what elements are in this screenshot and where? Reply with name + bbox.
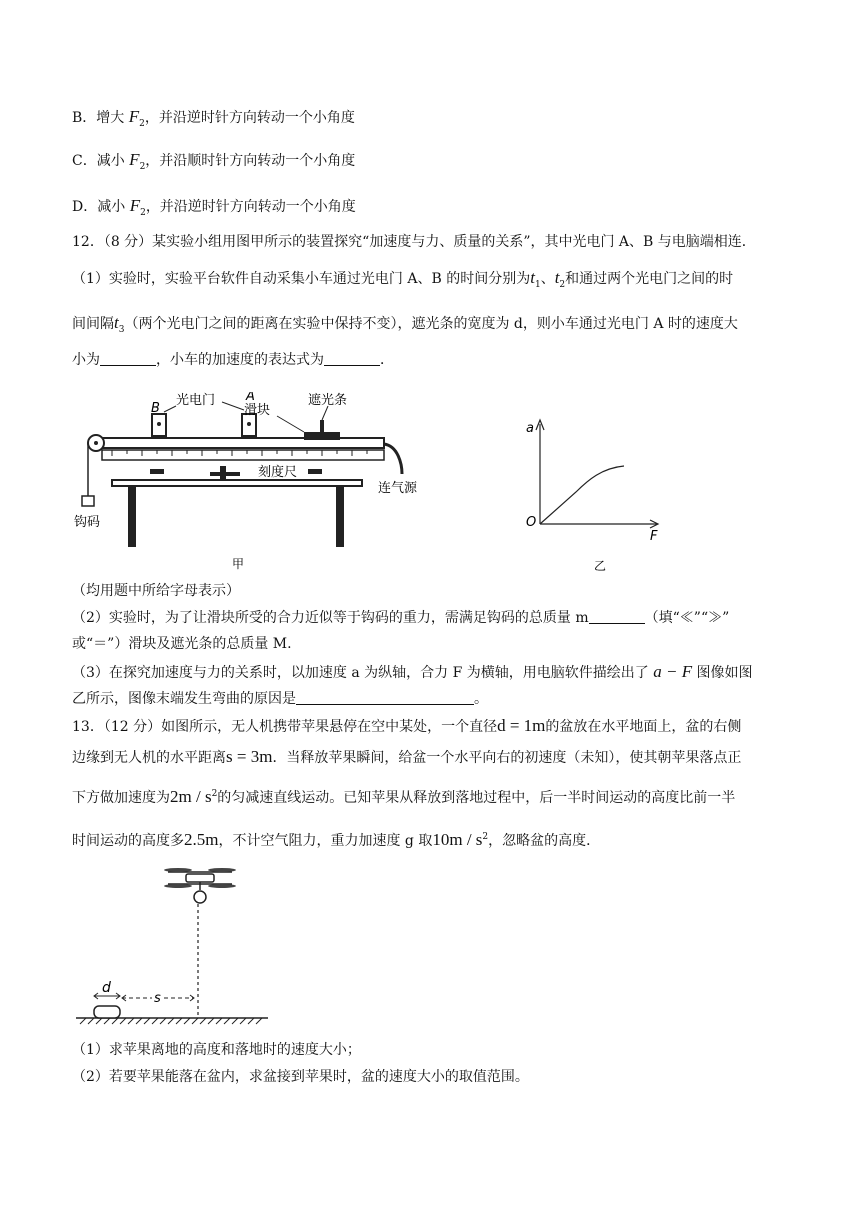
drone-icon	[164, 868, 236, 890]
q12-part3-line1: （3）在探究加速度与力的关系时，以加速度 a 为纵轴，合力 F 为横轴，用电脑软件描绘出了 a − F 图像如图	[72, 662, 753, 681]
q12-stem: 12．（8 分）某实验小组用图甲所示的装置探究“加速度与力、质量的关系”，其中光电门 A、B 与电脑端相连．	[72, 234, 756, 250]
svg-text:滑块: 滑块	[244, 403, 271, 418]
svg-text:乙: 乙	[594, 559, 607, 573]
table-leg-right	[336, 485, 344, 547]
apple-icon	[194, 891, 206, 903]
figure-yi-graph	[512, 414, 662, 574]
q12-part2-line1: （2）实验时，为了让滑块所受的合力近似等于钩码的重力，需满足钩码的总质量 m （填“≪”“≫”	[72, 610, 730, 626]
svg-text:遮光条: 遮光条	[308, 393, 348, 408]
q13-question-1: （1）求苹果离地的高度和落地时的速度大小；	[72, 1042, 361, 1058]
answer-blank-velocity[interactable]	[100, 351, 156, 366]
svg-text:A: A	[246, 392, 255, 404]
q13-question-2: （2）若要苹果能落在盆内，求盆接到苹果时，盆的速度大小的取值范围。	[72, 1069, 529, 1085]
slider-block	[304, 432, 340, 440]
q13-line3: 下方做加速度为$2m / s^2$的匀减速直线运动。已知苹果从释放到落地过程中，后一半时间运动的高度比前一半	[72, 787, 736, 806]
table-leg-left	[128, 485, 136, 547]
svg-text:刻度尺: 刻度尺	[258, 465, 298, 480]
option-c: C．减小 $F_2$，并沿顺时针方向转动一个小角度	[72, 150, 356, 172]
svg-text:d: d	[102, 980, 111, 996]
q13-line2: 边缘到无人机的水平距离s = 3m．当释放苹果瞬间，给盆一个水平向右的初速度（未知），使其朝苹果落点正	[72, 747, 742, 766]
svg-text:甲: 甲	[232, 557, 245, 571]
q13-line1: 13．（12 分）如图所示，无人机携带苹果悬停在空中某处，一个直径d = 1m的盆放在水平地面上，盆的右侧	[72, 716, 742, 735]
svg-text:连气源: 连气源	[378, 481, 418, 496]
basin	[94, 1006, 120, 1018]
q13-line4: 时间运动的高度多2.5m，不计空气阻力，重力加速度 g 取$10m / s^2$，忽略盆的高度．	[72, 830, 601, 849]
svg-text:光电门: 光电门	[176, 393, 216, 408]
ruler	[102, 450, 384, 460]
answer-blank-acceleration[interactable]	[324, 351, 380, 366]
table-top	[112, 480, 362, 486]
svg-text:a: a	[526, 421, 534, 436]
a-f-curve	[540, 466, 624, 524]
svg-text:O: O	[526, 515, 537, 530]
svg-text:B: B	[151, 401, 160, 416]
figure-q13-drone	[72, 860, 272, 1030]
svg-text:钩码: 钩码	[74, 515, 101, 530]
svg-text:s: s	[154, 991, 161, 1006]
weight-hook	[82, 496, 94, 506]
answer-blank-reason[interactable]	[296, 690, 474, 705]
option-d: D．减小 $F_2$，并沿逆时针方向转动一个小角度	[72, 196, 356, 218]
q12-part1-line1: （1）实验时，实验平台软件自动采集小车通过光电门 A、B 的时间分别为$t_1$、$t_2$和通过两个光电门之间的时	[72, 268, 734, 290]
light-strip	[320, 420, 324, 432]
option-b: B．增大 $F_2$，并沿逆时针方向转动一个小角度	[72, 107, 355, 129]
figure-jia-apparatus	[72, 392, 432, 574]
q12-part1-line3: 小为 ，小车的加速度的表达式为 ．	[72, 352, 394, 368]
air-track	[94, 438, 384, 448]
q12-part2-line2: 或“＝”）滑块及遮光条的总质量 M.	[72, 636, 292, 652]
answer-blank-mass[interactable]	[589, 609, 645, 624]
q12-part3-line2: 乙所示，图像末端发生弯曲的原因是 。	[72, 691, 488, 707]
q12-part1-line2: 间间隔$t_3$（两个光电门之间的距离在实验中保持不变），遮光条的宽度为 d，则小车通过光电门 A 时的速度大	[72, 313, 738, 335]
q12-note: （均用题中所给字母表示）	[72, 583, 240, 599]
svg-text:F: F	[650, 529, 658, 544]
